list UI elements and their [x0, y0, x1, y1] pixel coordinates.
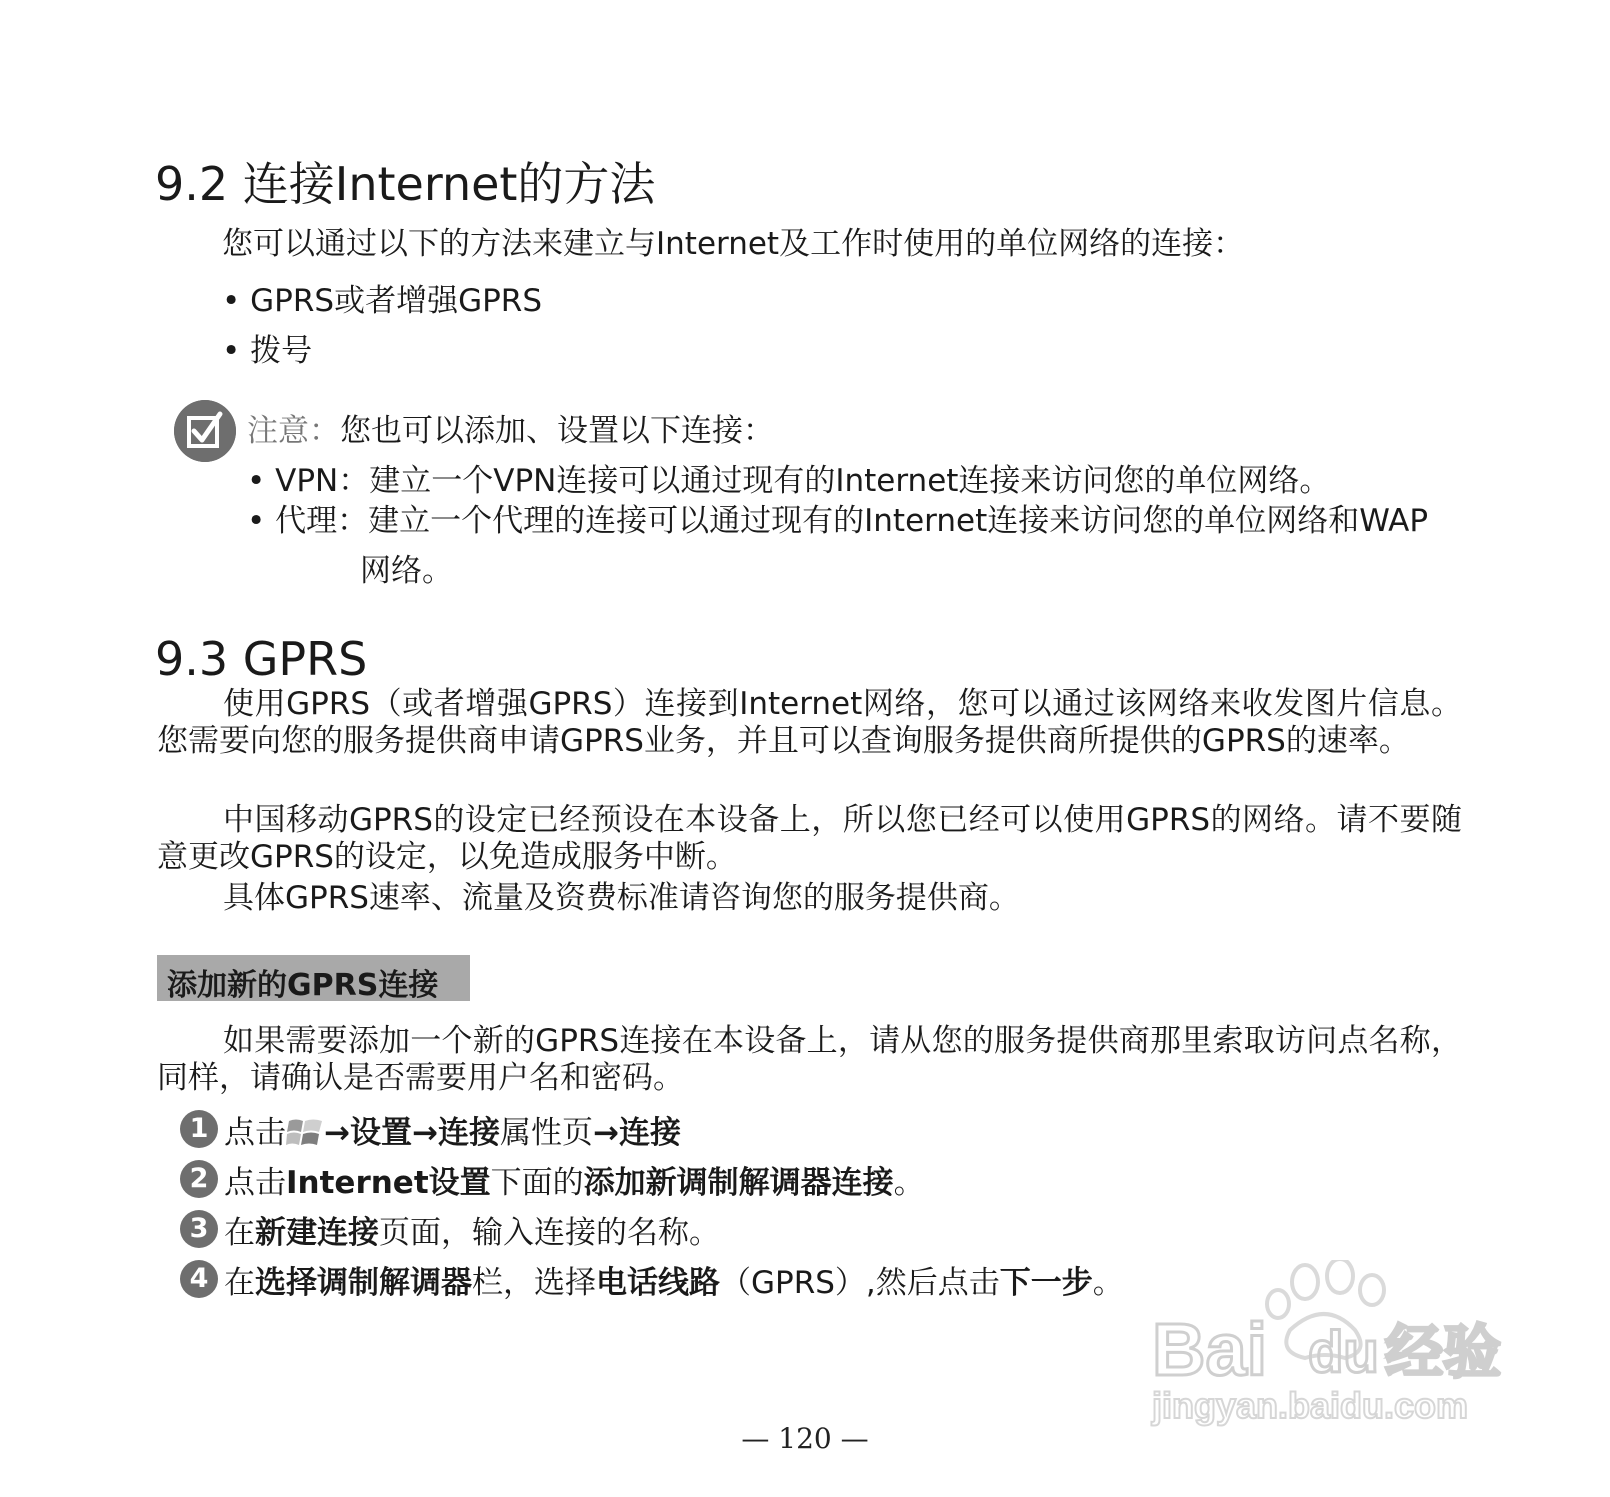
note-item-proxy — [247, 502, 1428, 540]
page-number: — 120 — — [741, 1422, 869, 1455]
step-3-text-1: 在 — [224, 1215, 255, 1251]
section-9-3-title: 9.3 GPRS — [155, 632, 368, 686]
step-2 — [224, 1157, 925, 1202]
step-4-text-3: （GPRS）,然后点击 — [720, 1265, 1000, 1301]
step-1-connection: 连接 — [618, 1115, 681, 1151]
step-number-1: 1 — [180, 1110, 218, 1148]
step-1-settings: 设置 — [349, 1115, 412, 1151]
note-item-vpn — [247, 462, 1330, 500]
note-item-vpn-text: 建立一个VPN连接可以通过现有的Internet连接来访问您的单位网络。 — [369, 463, 1331, 499]
step-2-text-1: 点击 — [224, 1165, 286, 1201]
step-1-text: 点击 — [224, 1115, 286, 1151]
step-1-arrow-3: → — [592, 1115, 619, 1151]
watermark-brand-du: du — [1308, 1320, 1379, 1385]
step-4 — [224, 1257, 1124, 1302]
step-3 — [224, 1207, 720, 1252]
step-2-add-modem: 添加新调制解调器连接 — [583, 1165, 894, 1201]
step-1-arrow-2: → — [411, 1115, 438, 1151]
step-4-text-4: 。 — [1092, 1265, 1124, 1301]
note-header — [247, 412, 774, 450]
section-9-3-paragraph-1: 使用GPRS（或者增强GPRS）连接到Internet网络，您可以通过该网络来收发图片信息。您需要向您的服务提供商申请GPRS业务，并且可以查询服务提供商所提供的GPRS的速率。 — [157, 686, 1462, 759]
bullet-gprs: • GPRS或者增强GPRS — [222, 283, 543, 319]
step-3-text-2: 页面，输入连接的名称。 — [379, 1215, 720, 1251]
step-4-text-2: 栏，选择 — [472, 1265, 596, 1301]
step-4-text-1: 在 — [224, 1265, 255, 1301]
step-number-3: 3 — [180, 1210, 218, 1248]
note-text: 您也可以添加、设置以下连接： — [340, 413, 774, 449]
step-number-2: 2 — [180, 1160, 218, 1198]
note-item-proxy-cont: 网络。 — [360, 553, 453, 589]
subsection-intro: 如果需要添加一个新的GPRS连接在本设备上，请从您的服务提供商那里索取访问点名称，同样，请确认是否需要用户名和密码。 — [157, 1023, 1462, 1096]
step-2-text-2: 下面的 — [490, 1165, 584, 1201]
step-1-tab-page: 属性页 — [499, 1115, 593, 1151]
step-number-4: 4 — [180, 1260, 218, 1298]
watermark-url: jingyan.baidu.com — [1152, 1385, 1469, 1426]
step-1-arrow-1: → — [324, 1115, 350, 1151]
step-4-phone-line: 电话线路 — [596, 1265, 720, 1301]
step-2-internet-settings: Internet设置 — [286, 1165, 491, 1201]
subsection-title: 添加新的GPRS连接 — [167, 968, 439, 1003]
step-4-select-modem: 选择调制解调器 — [255, 1265, 472, 1301]
note-item-vpn-bullet: • VPN： — [247, 463, 370, 499]
section-9-2-intro: 您可以通过以下的方法来建立与Internet及工作时使用的单位网络的连接： — [222, 226, 1245, 262]
section-9-3-paragraph-2: 中国移动GPRS的设定已经预设在本设备上，所以您已经可以使用GPRS的网络。请不要随意更改GPRS的设定，以免造成服务中断。 — [157, 802, 1462, 875]
note-check-icon — [174, 400, 236, 462]
section-9-2-title: 9.2 连接Internet的方法 — [155, 157, 656, 211]
watermark-cn: 经验 — [1385, 1318, 1502, 1386]
note-item-proxy-text: 建立一个代理的连接可以通过现有的Internet连接来访问您的单位网络和WAP — [368, 503, 1429, 539]
note-item-proxy-bullet: • 代理： — [247, 503, 369, 539]
section-9-3-paragraph-3: 具体GPRS速率、流量及资费标准请咨询您的服务提供商。 — [223, 880, 1020, 916]
step-1 — [224, 1107, 681, 1157]
note-label: 注意： — [247, 413, 340, 449]
step-1-connections: 连接 — [437, 1115, 500, 1151]
windows-start-icon — [286, 1115, 324, 1157]
step-4-next: 下一步 — [999, 1265, 1093, 1301]
bullet-dialup: • 拨号 — [222, 333, 313, 369]
step-3-new-connection: 新建连接 — [255, 1215, 379, 1251]
baidu-jingyan-watermark — [1150, 1260, 1530, 1434]
step-2-text-3: 。 — [893, 1165, 925, 1201]
watermark-brand: Bai — [1152, 1308, 1268, 1391]
